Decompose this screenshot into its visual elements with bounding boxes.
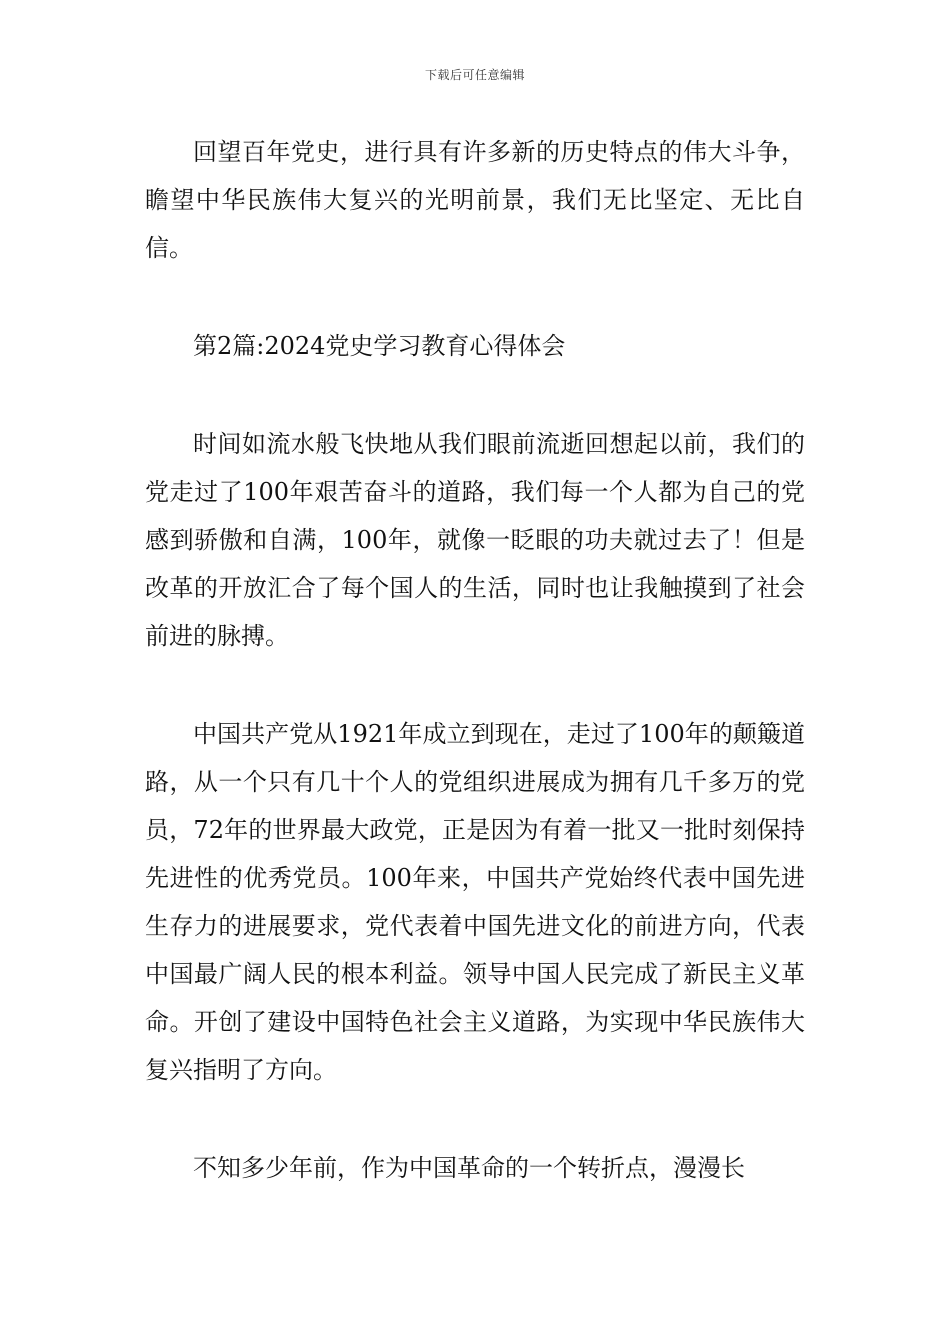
paragraph-turning-point: 不知多少年前，作为中国革命的一个转折点，漫漫长 — [193, 1154, 745, 1182]
section-heading: 第2篇:2024党史学习教育心得体会 — [193, 332, 566, 360]
header-note: 下载后可任意编辑 — [424, 68, 525, 82]
paragraph-intro: 回望百年党史，进行具有许多新的历史特点的伟大斗争，瞻望中华民族伟大复兴的光明前景，我们无比坚定、无比自信。 — [145, 138, 805, 262]
document-body — [145, 128, 805, 1192]
paragraph-time: 时间如流水般飞快地从我们眼前流逝回想起以前，我们的党走过了100年艰苦奋斗的道路，我们每一个人都为自己的党感到骄傲和自满，100年，就像一眨眼的功夫就过去了！但是改革的开放汇合了每个国人的生活，同时也让我触摸到了社会前进的脉搏。 — [145, 430, 805, 650]
paragraph-party-history: 中国共产党从1921年成立到现在，走过了100年的颠簸道路，从一个只有几十个人的党组织进展成为拥有几千多万的党员，72年的世界最大政党，正是因为有着一批又一批时刻保持先进性的优秀党员。100年来，中国共产党始终代表中国先进生存力的进展要求，党代表着中国先进文化的前进方向，代表中国最广阔人民的根本利益。领导中国人民完成了新民主义革命。开创了建设中国特色社会主义道路，为实现中华民族伟大复兴指明了方向。 — [145, 720, 805, 1084]
